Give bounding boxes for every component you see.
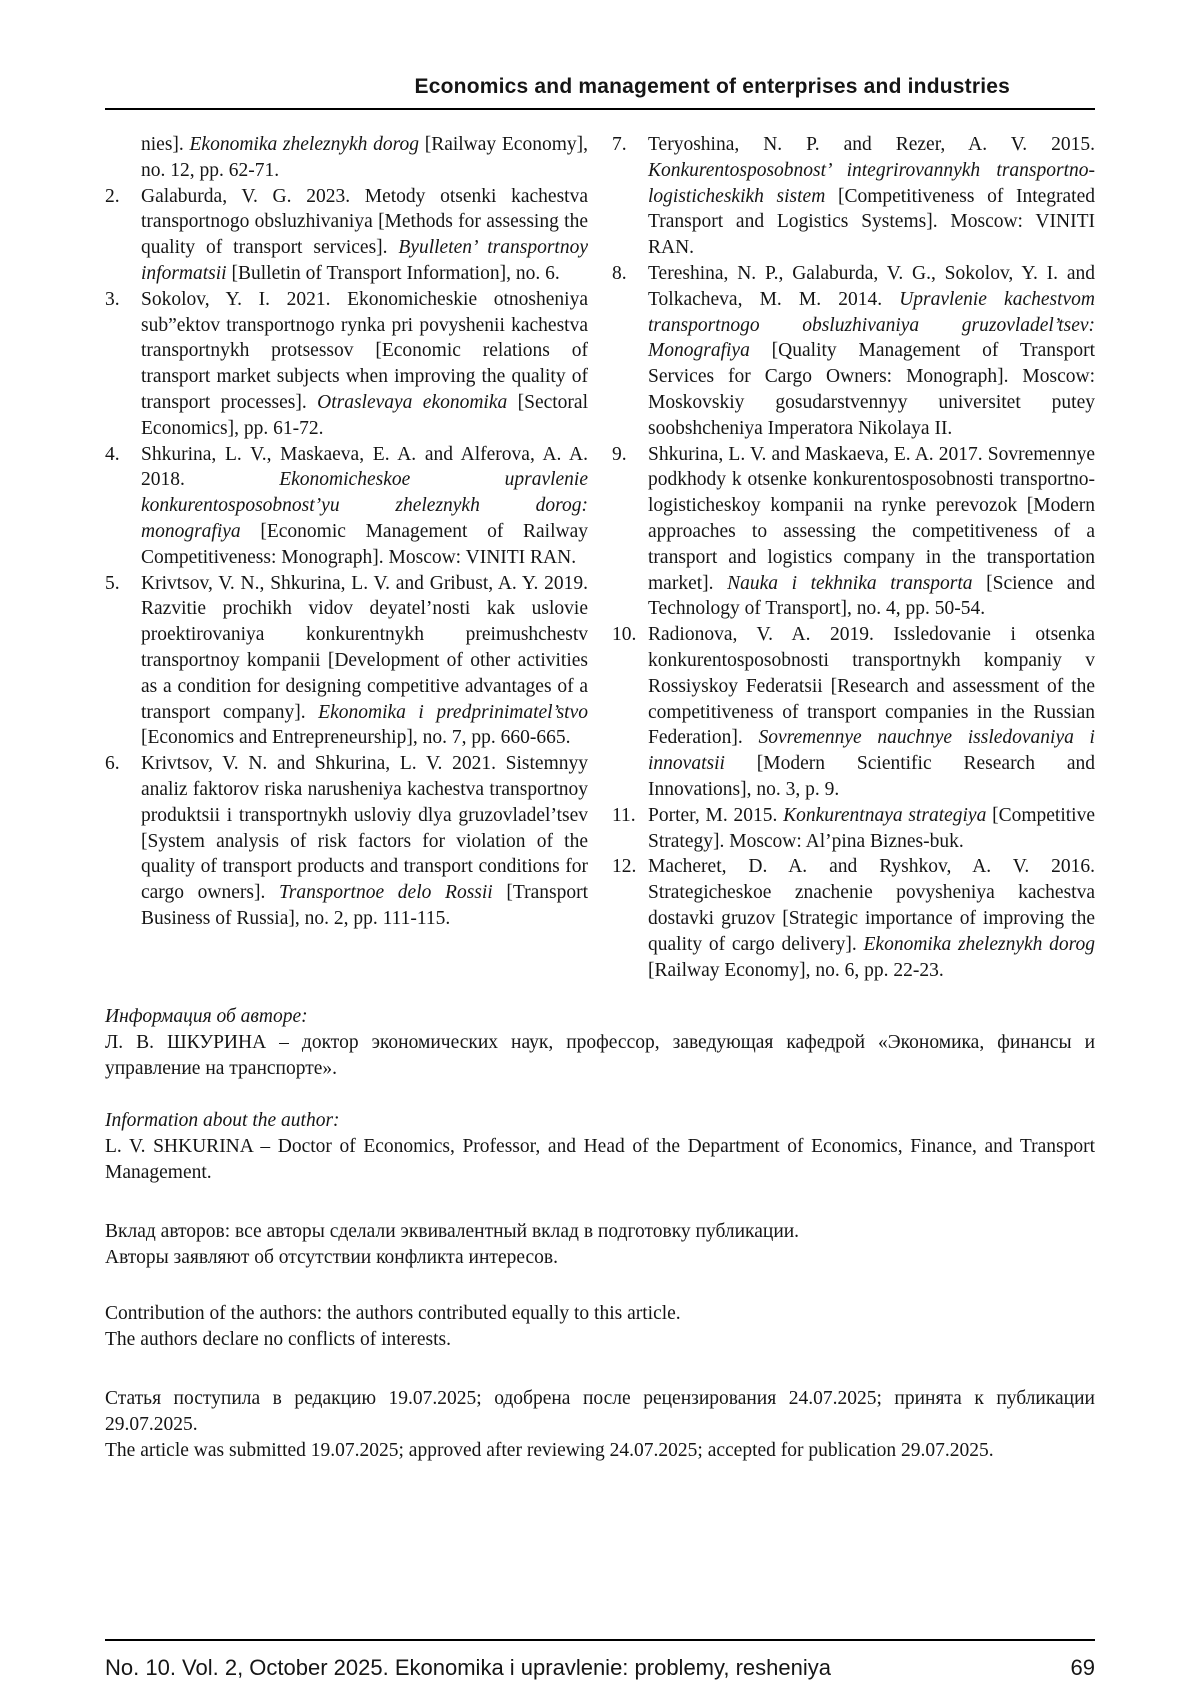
reference-text: Tereshina, N. P., Galaburda, V. G., Sokolov, Y. I. and Tolkacheva, M. M. 2014. Upravlenie kachestvom transportnogo obsluzhivaniya gruzovladel’tsev: Monografiya [Quality Management of Transport Services for Cargo Owners: Monograph]. Moscow: Moskovskiy gosudarstvennyy universitet putey soobshcheniya Imperatora Nikolaya II. [648,262,1095,439]
reference-text: Macheret, D. A. and Ryshkov, A. V. 2016. Strategicheskoe znachenie povysheniya kachestva dostavki gruzov [Strategic importance of improving the quality of cargo delivery]. Ekonomika zheleznykh dorog [Railway Economy], no. 6, pp. 22-23. [648,856,1095,981]
journal-issue-line: No. 10. Vol. 2, October 2025. Ekonomika i upravlenie: problemy, resheniya [105,1655,831,1680]
reference-number: 5. [105,572,120,594]
reference-text: Shkurina, L. V. and Maskaeva, E. A. 2017. Sovremennye podkhody k otsenke konkurentosposobnosti transportno-logisticheskoy kompanii na rynke perevozok [Modern approaches to assessing the competitiveness of a transport and logistics company in the transportation market]. Nauka i tekhnika transporta [Science and Technology of Transport], no. 4, pp. 50-54. [648,443,1095,620]
contribution-en-line2: The authors declare no conflicts of interests. [105,1329,452,1351]
reference-text: Sokolov, Y. I. 2021. Ekonomicheskie otnosheniya sub”ektov transportnogo rynka pri povyshenii kachestva transportnykh protsessov [Economic relations of transport market subjects when improving the quality of transport processes]. Otraslevaya ekonomika [Sectoral Economics], pp. 61-72. [141,288,588,439]
reference-item [612,442,1095,623]
contribution-ru-line1: Вклад авторов: все авторы сделали эквивалентный вклад в подготовку публикации. [105,1221,800,1243]
reference-number: 8. [612,262,627,284]
reference-number: 4. [105,443,120,465]
reference-number: 12. [612,856,637,878]
references-section [105,132,1095,983]
reference-text: Shkurina, L. V., Maskaeva, E. A. and Alferova, A. A. 2018. Ekonomicheskoe upravlenie konkurentosposobnost’yu zheleznykh dorog: monografiya [Economic Management of Railway Competitiveness: Monograph]. Moscow: VINITI RAN. [141,443,589,568]
reference-item [612,854,1095,983]
running-title: Economics and management of enterprises and industries [414,75,1010,98]
reference-number: 2. [105,185,120,207]
reference-item [612,261,1095,442]
author-info-ru-text: Л. В. ШКУРИНА – доктор экономических наук, профессор, заведующая кафедрой «Экономика, финансы и управление на транспорте». [105,1032,1095,1080]
reference-item [105,442,588,571]
reference-text: Radionova, V. A. 2019. Issledovanie i otsenka konkurentosposobnosti transportnykh kompaniy v Rossiyskoy Federatsii [Research and assessment of the competitiveness of transport companies in the Russian Federation]. Sovremennye nauchnye issledovaniya i innovatsii [Modern Scientific Research and Innovations], no. 3, p. 9. [648,624,1095,800]
reference-number: 9. [612,443,627,465]
reference-number: 11. [612,804,636,826]
reference-text: nies]. Ekonomika zheleznykh dorog [Railway Economy], no. 12, pp. 62-71. [141,134,588,181]
contribution-ru-line2: Авторы заявляют об отсутствии конфликта интересов. [105,1247,558,1269]
header-rule [105,108,1095,110]
footer-rule [105,1639,1095,1641]
reference-number: 7. [612,134,627,155]
reference-number: 6. [105,753,120,775]
reference-text: Teryoshina, N. P. and Rezer, A. V. 2015. Konkurentosposobnost’ integrirovannykh transportno-logisticheskikh sistem [Competitiveness of Integrated Transport and Logistics Systems]. Moscow: VINITI RAN. [648,134,1096,259]
reference-item [612,132,1095,261]
references-column-left [105,132,588,983]
reference-text: Porter, M. 2015. Konkurentnaya strategiya [Competitive Strategy]. Moscow: Al’pina Biznes-buk. [648,804,1095,852]
author-info-ru-heading: Информация об авторе: [105,1006,308,1028]
page-header [105,76,1095,110]
author-info-en-heading: Information about the author: [105,1110,340,1132]
author-info-ru [105,1004,1095,1082]
author-info-en-text: L. V. SHKURINA – Doctor of Economics, Professor, and Head of the Department of Economics, Finance, and Transport Management. [105,1136,1095,1184]
submission-dates-ru: Статья поступила в редакцию 19.07.2025; одобрена после рецензирования 24.07.2025; принята к публикации 29.07.2025. [105,1388,1095,1436]
reference-text: Galaburda, V. G. 2023. Metody otsenki kachestva transportnogo obsluzhivaniya [Methods for assessing the quality of transport services]. Byulleten’ transportnoy informatsii [Bulletin of Transport Information], no. 6. [141,185,589,284]
author-info-en [105,1108,1095,1186]
reference-item [105,132,588,184]
reference-item [105,184,588,287]
reference-item [612,622,1095,803]
page-number: 69 [1070,1655,1095,1680]
page-footer [105,1639,1095,1682]
reference-item [612,803,1095,855]
reference-number: 10. [612,624,637,646]
reference-text: Krivtsov, V. N. and Shkurina, L. V. 2021. Sistemnyy analiz faktorov riska narusheniya kachestva transportnoy produktsii i transportnykh usloviy dlya gruzovladel’tsev [System analysis of risk factors for violation of the quality of transport products and transport conditions for cargo owners]. Transportnoe delo Rossii [Transport Business of Russia], no. 2, pp. 111-115. [141,753,589,929]
reference-item [105,287,588,442]
submission-dates-en: The article was submitted 19.07.2025; approved after reviewing 24.07.2025; accepted for publication 29.07.2025. [105,1440,994,1462]
contribution-en-line1: Contribution of the authors: the authors contributed equally to this article. [105,1303,681,1325]
contribution-ru [105,1219,1095,1271]
reference-item [105,751,588,932]
contribution-en [105,1301,1095,1353]
footer-line [105,1654,1095,1682]
reference-item [105,571,588,752]
submission-dates [105,1386,1095,1464]
references-column-right [612,132,1095,983]
reference-text: Krivtsov, V. N., Shkurina, L. V. and Gribust, A. Y. 2019. Razvitie prochikh vidov deyatel’nosti kak uslovie proektirovaniya konkurentnykh preimushchestv transportnoy kompanii [Development of other activities as a condition for designing competitive advantages of a transport company]. Ekonomika i predprinimatel’stvo [Economics and Entrepreneurship], no. 7, pp. 660-665. [141,572,588,749]
reference-number: 3. [105,288,120,310]
